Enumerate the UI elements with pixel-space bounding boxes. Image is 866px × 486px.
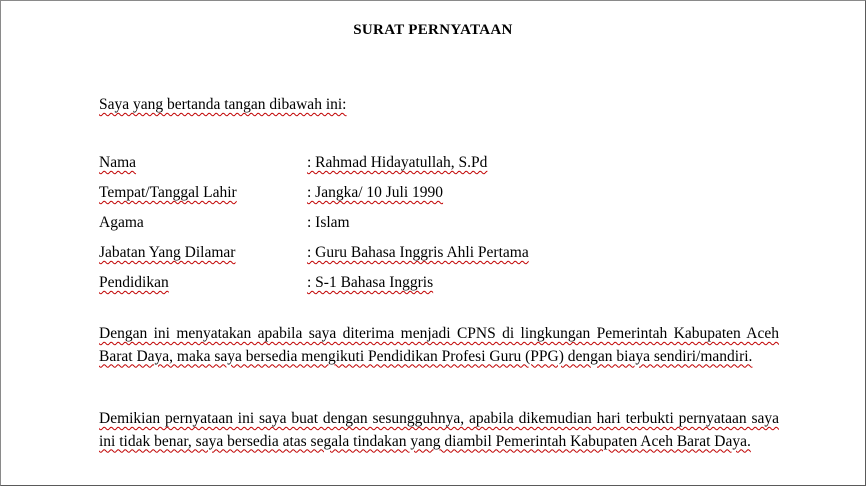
field-label: Agama: [99, 214, 144, 231]
field-value: : S-1 Bahasa Inggris: [307, 274, 434, 291]
field-label: Tempat/Tanggal Lahir: [99, 184, 237, 201]
field-value: : Jangka/ 10 Juli 1990: [307, 184, 444, 201]
document-title: SURAT PERNYATAAN: [353, 22, 513, 38]
field-value: : Islam: [307, 214, 350, 231]
field-value: : Guru Bahasa Inggris Ahli Pertama: [307, 244, 529, 261]
field-label: Pendidikan: [99, 274, 169, 291]
field-label: Nama: [99, 154, 137, 171]
intro-text: Saya yang bertanda tangan dibawah ini:: [99, 96, 347, 113]
paragraph-statement: Dengan ini menyatakan apabila saya diterima menjadi CPNS di lingkungan Pemerintah Kabupaten Aceh Barat Daya, maka saya bersedia mengikuti Pendidikan Profesi Guru (PPG) dengan biaya sendiri/mandiri.: [99, 325, 779, 365]
paragraph-closing: Demikian pernyataan ini saya buat dengan sesungguhnya, apabila dikemudian hari terbukti pernyataan saya ini tidak benar, saya bersedia atas segala tindakan yang diambil Pemerintah Kabupaten Aceh Barat Daya.: [99, 410, 779, 450]
field-label: Jabatan Yang Dilamar: [99, 244, 236, 261]
field-value: : Rahmad Hidayatullah, S.Pd: [307, 154, 488, 171]
